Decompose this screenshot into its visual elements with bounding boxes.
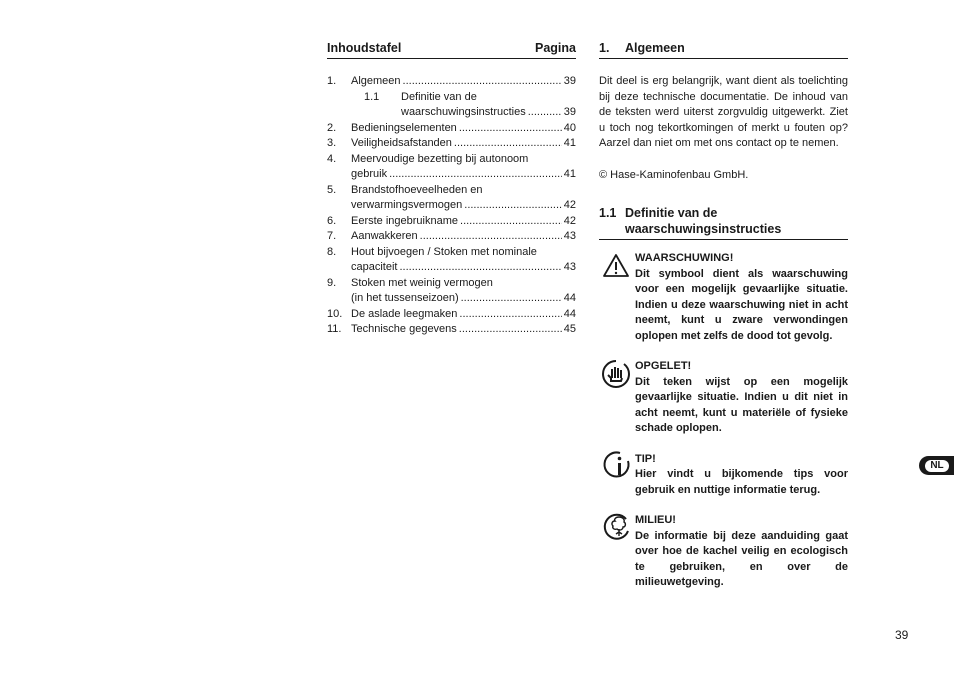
copyright-line: © Hase-Kaminofenbau GmbH. xyxy=(599,168,749,181)
language-badge-label: NL xyxy=(925,460,948,472)
notice-caution xyxy=(599,359,848,437)
intro-paragraph: Dit deel is erg belangrijk, want dient als toelichting bij deze technische documentatie. De inhoud van de teksten werd uiterst zorgvuldig uitgewerkt. Ziet u toch nog tekortkomingen of merkt u fouten op? Aarzel dan niet om met ons contact op te nemen. xyxy=(599,75,848,149)
warning-triangle-icon xyxy=(602,253,630,279)
toc-entry[interactable]: 8. Hout bijvoegen / Stoken met nominale xyxy=(327,245,537,258)
subsection-heading: 1.1 Definitie van de waarschuwingsinstructies xyxy=(599,205,848,240)
toc-entry-continuation[interactable]: gebruik ..... 41 xyxy=(327,167,576,183)
toc-entry-continuation[interactable]: capaciteit ..... 43 xyxy=(327,260,576,276)
notice-environment xyxy=(599,513,848,591)
toc-page-number: 43 xyxy=(563,261,576,273)
notice-text: Dit teken wijst op een mogelijk gevaarlijke situatie. Indien u dit niet in acht neemt, kunt u materiële of fysieke schade oplopen. xyxy=(635,375,848,434)
notice-label: OPGELET! xyxy=(635,360,692,372)
toc-entry[interactable]: 7. Aanwakkeren ..... 43 xyxy=(327,229,576,245)
notice-text: De informatie bij deze aanduiding gaat over hoe de kachel veilig en ecologisch te gebruiken, en over de milieuwetgeving. xyxy=(635,529,848,588)
toc-entry[interactable]: 6. Eerste ingebruikname ..... 42 xyxy=(327,214,576,230)
toc-page-number: 42 xyxy=(563,214,576,227)
notice-label: WAARSCHUWING! xyxy=(635,252,734,264)
notice-label: TIP! xyxy=(635,452,656,465)
toc-header xyxy=(327,40,576,59)
toc-entry-continuation[interactable]: (in het tussenseizoen) ..... 44 xyxy=(327,291,576,307)
toc-entry[interactable]: 9. Stoken met weinig vermogen xyxy=(327,276,493,289)
toc-page-header: Pagina xyxy=(535,41,576,55)
toc-page-number: 39 xyxy=(563,75,576,87)
toc-entry[interactable]: 5. Brandstofhoeveelheden en xyxy=(327,183,483,196)
toc-page-number: 44 xyxy=(563,307,576,320)
toc-page-number: 40 xyxy=(563,121,576,134)
toc-entry[interactable]: 10. De aslade leegmaken ..... 44 xyxy=(327,307,576,323)
notice-text: Hier vindt u bijkomende tips voor gebruik en nuttige informatie terug. xyxy=(635,468,848,496)
toc-list xyxy=(327,74,576,338)
toc-entry[interactable]: 4. Meervoudige bezetting bij autonoom xyxy=(327,152,529,165)
toc-page-number: 43 xyxy=(563,230,576,242)
toc-entry-continuation[interactable]: verwarmingsvermogen ..... 42 xyxy=(327,198,576,214)
notice-text: Dit symbool dient als waarschuwing voor een mogelijk gevaarlijke situatie. Indien u deze waarschuwing niet in acht neemt, kunt u zware verwondingen oplopen met zelfs de dood tot gevolg. xyxy=(635,267,848,342)
caution-hand-icon xyxy=(600,359,632,389)
notice-label: MILIEU! xyxy=(635,514,676,526)
section-heading: 1. Algemeen xyxy=(599,40,848,59)
toc-page-number: 44 xyxy=(563,292,576,304)
toc-page-number: 45 xyxy=(563,323,576,335)
notice-tip xyxy=(599,452,848,499)
toc-entry[interactable]: 11. Technische gegevens ..... 45 xyxy=(327,322,576,338)
toc-page-number: 42 xyxy=(563,199,576,211)
notice-warning xyxy=(599,251,848,344)
toc-page-number: 41 xyxy=(563,137,576,149)
toc-entry-continuation[interactable]: waarschuwingsinstructies ..... 39 xyxy=(327,105,576,121)
toc-entry[interactable]: 1.1 Definitie van de xyxy=(364,90,477,103)
main-content xyxy=(599,40,848,591)
toc-entry[interactable]: 3. Veiligheidsafstanden ..... 41 xyxy=(327,136,576,152)
toc-entry[interactable]: 1. Algemeen ..... 39 xyxy=(327,74,576,90)
language-badge xyxy=(919,456,954,475)
toc-title: Inhoudstafel xyxy=(327,41,402,55)
toc-page-number: 41 xyxy=(563,168,576,180)
info-i-icon xyxy=(600,450,632,480)
table-of-contents xyxy=(327,40,576,338)
toc-entry[interactable]: 2. Bedieningselementen ..... 40 xyxy=(327,121,576,137)
page-number: 39 xyxy=(895,628,909,642)
environment-tree-icon xyxy=(600,511,632,541)
toc-page-number: 39 xyxy=(563,106,576,118)
